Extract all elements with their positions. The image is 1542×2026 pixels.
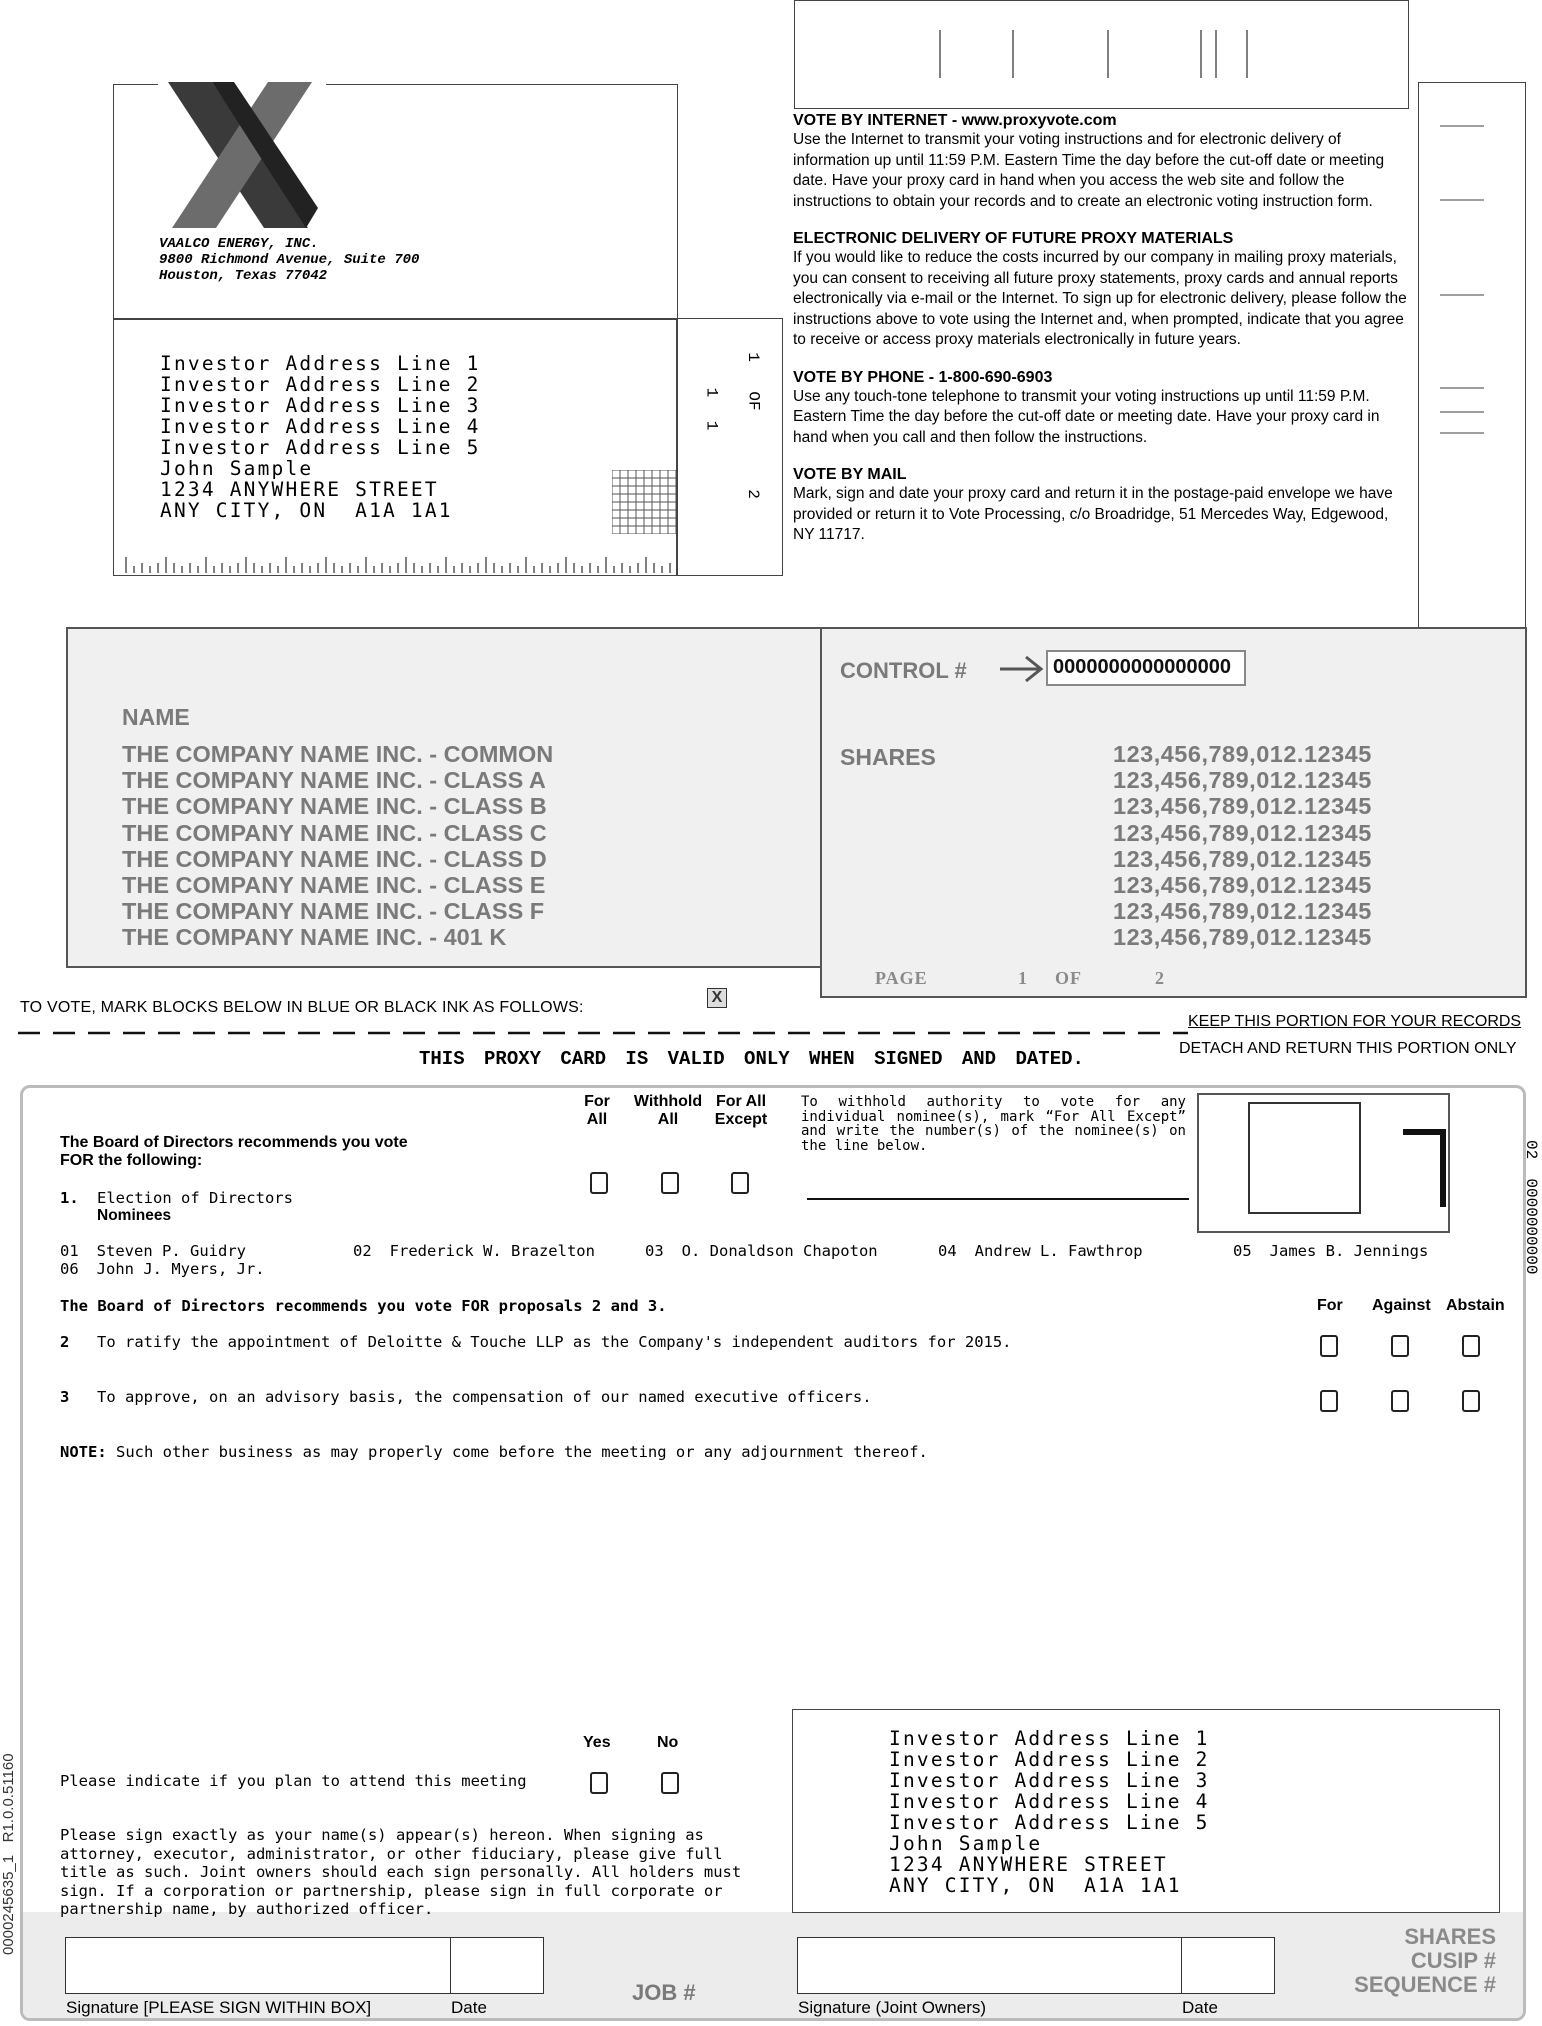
detach-line (18, 1030, 1188, 1036)
company-class: THE COMPANY NAME INC. - CLASS E (122, 872, 546, 899)
nominee-number: 02 (353, 1242, 372, 1260)
col-withhold-all: Withhold All (633, 1093, 703, 1128)
marking-instruction: TO VOTE, MARK BLOCKS BELOW IN BLUE OR BLACK INK AS FOLLOWS: (20, 999, 584, 1016)
proposal-for-checkbox[interactable] (1320, 1390, 1338, 1412)
investor-address-top (160, 353, 481, 521)
attend-no-checkbox[interactable] (661, 1772, 679, 1794)
share-amount: 123,456,789,012.12345 (1113, 819, 1372, 846)
proposal-text: To ratify the appointment of Deloitte & Touche LLP as the Company's independent auditors for 2015. (97, 1333, 1012, 1351)
company-class: THE COMPANY NAME INC. - CLASS D (122, 845, 547, 872)
nominee (1233, 1242, 1428, 1260)
sample-mark: X (707, 988, 727, 1008)
nominee-name: Andrew L. Fawthrop (974, 1242, 1143, 1260)
item-1: 1. Election of Directors Nominees (60, 1189, 293, 1224)
proposal-text: To approve, on an advisory basis, the compensation of our named executive officers. (97, 1388, 872, 1406)
address-bottom-line: ANY CITY, ON A1A 1A1 (889, 1874, 1182, 1897)
withhold-all-checkbox[interactable] (661, 1172, 679, 1194)
share-amount: 123,456,789,012.12345 (1113, 872, 1372, 899)
address-bottom-line: Investor Address Line 1 (889, 1727, 1210, 1750)
footer-cusip: CUSIP # (1410, 1948, 1496, 1973)
share-amount: 123,456,789,012.12345 (1113, 741, 1372, 767)
nominee-number: 06 (60, 1260, 79, 1278)
instruction-body: If you would like to reduce the costs incurred by our company in mailing proxy materials, you can consent to receiving all future proxy statements, proxy cards and annual reports electronically via e-mail or the Internet. To sign up for electronic delivery, please follow the instructions above to vote using the Internet and, when prompted, indicate that you agree to receive or access proxy materials electronically in future years. (793, 249, 1407, 348)
shares-label: SHARES (840, 744, 936, 770)
instruction-title: VOTE BY INTERNET - www.proxyvote.com (793, 112, 1117, 129)
nominee-number: 03 (645, 1242, 664, 1260)
withhold-line[interactable] (807, 1198, 1189, 1200)
share-amount: 123,456,789,012.12345 (1113, 845, 1372, 872)
joint-signature-label: Signature (Joint Owners) (798, 1998, 987, 2017)
right-strip-ticks (1436, 100, 1486, 450)
company-list (122, 741, 553, 951)
nominee (353, 1242, 595, 1260)
footer-shares: SHARES (1404, 1924, 1496, 1949)
address-bottom-line: Investor Address Line 2 (889, 1748, 1210, 1771)
note: NOTE: Such other business as may properly come before the meeting or any adjournment thereof. (60, 1443, 928, 1461)
nominee (60, 1260, 265, 1278)
nominee (645, 1242, 878, 1260)
recommend-1: The Board of Directors recommends you vote FOR the following: (60, 1134, 408, 1169)
withhold-note: To withhold authority to vote for any individual nominee(s), mark “For All Except” and write the number(s) of the nominee(s) on the line below. (801, 1094, 1186, 1154)
proposal-abstain-checkbox[interactable] (1462, 1390, 1480, 1412)
col-against: Against (1372, 1297, 1431, 1314)
scan-square (1248, 1102, 1361, 1214)
proposal-against-checkbox[interactable] (1391, 1390, 1409, 1412)
nominee-name: James B. Jennings (1269, 1242, 1429, 1260)
control-label: CONTROL # (840, 658, 967, 683)
proposal-number: 2 (60, 1333, 70, 1351)
shares-list (1113, 741, 1372, 951)
company-name: VAALCO ENERGY, INC. (159, 236, 319, 252)
side-code: 02 0000000000 (1522, 1140, 1540, 1275)
col-for-all-except: For All Except (714, 1093, 768, 1128)
instruction-title: VOTE BY MAIL (793, 466, 907, 483)
nominee-name: Frederick W. Brazelton (389, 1242, 595, 1260)
address-top-line: 1234 ANYWHERE STREET (160, 478, 439, 501)
instruction-body: Use any touch-tone telephone to transmit your voting instructions up until 11:59 P.M. Eastern Time the day before the cut-off date or meeting date. Have your proxy card in hand when you call and then follow the instructions. (793, 387, 1380, 446)
nominee-name: John J. Myers, Jr. (96, 1260, 265, 1278)
address-top-line: Investor Address Line 2 (160, 373, 481, 396)
page-marker-of: OF (744, 391, 763, 411)
share-amount: 123,456,789,012.12345 (1113, 793, 1372, 820)
address-bottom-line: 1234 ANYWHERE STREET (889, 1853, 1168, 1876)
control-number: 0000000000000000 (1053, 656, 1231, 678)
holdings-page (875, 968, 1165, 989)
company-address (159, 236, 419, 284)
signature-box[interactable] (65, 1937, 451, 1994)
recommend-2: The Board of Directors recommends you vote FOR proposals 2 and 3. (60, 1297, 667, 1315)
attend-yes-checkbox[interactable] (590, 1772, 608, 1794)
page-of: OF (1055, 968, 1082, 988)
company-street: 9800 Richmond Avenue, Suite 700 (159, 252, 420, 268)
address-bottom-line: Investor Address Line 5 (889, 1811, 1210, 1834)
address-top-line: Investor Address Line 5 (160, 436, 481, 459)
proposal-number: 3 (60, 1388, 70, 1406)
col-for: For (1317, 1297, 1343, 1314)
page-marker-total: 2 (743, 489, 762, 499)
instruction-title: VOTE BY PHONE - 1-800-690-6903 (793, 368, 1053, 386)
ruler-ticks (122, 553, 674, 573)
for-all-except-checkbox[interactable] (731, 1172, 749, 1194)
yes-label: Yes (583, 1734, 611, 1751)
nominee-name: O. Donaldson Chapoton (681, 1242, 878, 1260)
address-top-line: Investor Address Line 4 (160, 415, 481, 438)
footer-sequence: SEQUENCE # (1354, 1972, 1496, 1997)
col-abstain: Abstain (1446, 1297, 1505, 1314)
for-all-checkbox[interactable] (590, 1172, 608, 1194)
name-label: NAME (122, 704, 190, 730)
company-class: THE COMPANY NAME INC. - CLASS B (122, 793, 547, 820)
address-top-line: Investor Address Line 3 (160, 394, 481, 417)
nominee-number: 05 (1233, 1242, 1252, 1260)
no-label: No (657, 1734, 679, 1751)
detach-portion: DETACH AND RETURN THIS PORTION ONLY (1179, 1040, 1517, 1057)
joint-date-label: Date (1182, 1998, 1218, 2017)
page-label: PAGE (875, 968, 928, 988)
joint-signature-box[interactable] (797, 1937, 1182, 1994)
footer-codes (1300, 1925, 1496, 1997)
keep-portion: KEEP THIS PORTION FOR YOUR RECORDS (1188, 1013, 1522, 1030)
company-logo (158, 78, 326, 230)
proposal-abstain-checkbox[interactable] (1462, 1335, 1480, 1357)
nominee (60, 1242, 246, 1260)
page-num: 1 (1018, 968, 1028, 988)
corner-mark (1403, 1129, 1447, 1209)
date-box[interactable] (450, 1937, 544, 1994)
company-class: THE COMPANY NAME INC. - 401 K (122, 924, 507, 951)
address-top-line: John Sample (160, 457, 314, 480)
date-label: Date (451, 1998, 487, 2017)
nominee (938, 1242, 1143, 1260)
address-bottom-line: Investor Address Line 3 (889, 1769, 1210, 1792)
arrow-icon (998, 654, 1046, 684)
address-bottom-line: John Sample (889, 1832, 1043, 1855)
proposal-for-checkbox[interactable] (1320, 1335, 1338, 1357)
investor-address-bottom (889, 1728, 1210, 1896)
address-bottom-line: Investor Address Line 4 (889, 1790, 1210, 1813)
nominee-number: 01 (60, 1242, 79, 1260)
company-class: THE COMPANY NAME INC. - CLASS A (122, 767, 546, 794)
page-total: 2 (1155, 968, 1165, 988)
nominee-number: 04 (938, 1242, 957, 1260)
company-class: THE COMPANY NAME INC. - CLASS F (122, 898, 545, 925)
joint-date-box[interactable] (1181, 1937, 1275, 1994)
valid-notice: THIS PROXY CARD IS VALID ONLY WHEN SIGNED AND DATED. (419, 1048, 1084, 1070)
instruction-body: Mark, sign and date your proxy card and return it in the postage-paid envelope we have provided or return it to Vote Processing, c/o Broadridge, 51 Mercedes Way, Edgewood, NY 11717. (793, 485, 1393, 543)
instruction-title: ELECTRONIC DELIVERY OF FUTURE PROXY MATERIALS (793, 230, 1234, 247)
barcode-grid (612, 470, 676, 534)
nominee-name: Steven P. Guidry (96, 1242, 246, 1260)
attend-text: Please indicate if you plan to attend this meeting (60, 1772, 527, 1790)
signature-label: Signature [PLEASE SIGN WITHIN BOX] (66, 1998, 372, 2017)
share-amount: 123,456,789,012.12345 (1113, 924, 1372, 951)
page-marker-sub: 1 1 (702, 387, 721, 431)
company-class: THE COMPANY NAME INC. - COMMON (122, 741, 554, 767)
instruction-body: Use the Internet to transmit your voting instructions and for electronic delivery of information up until 11:59 P.M. Eastern Time the day before the cut-off date or meeting date. Have your proxy card in hand when you access the web site and follow the instructions to obtain your records and to create an electronic voting instruction form. (793, 131, 1385, 210)
left-code: 0000245635_1 R1.0.0.51160 (0, 1753, 17, 1955)
job-label: JOB # (632, 1980, 696, 2005)
company-class: THE COMPANY NAME INC. - CLASS C (122, 819, 547, 846)
sign-note: Please sign exactly as your name(s) appear(s) hereon. When signing as attorney, executor, administrator, or other fiduciary, please give full title as such. Joint owners should each sign personally. All holders must sign. If a corporation or partnership, please sign in full corporate or partnership name, by authorized officer. (60, 1826, 742, 1918)
share-amount: 123,456,789,012.12345 (1113, 767, 1372, 794)
page-marker-num: 1 (743, 352, 762, 362)
proposal-against-checkbox[interactable] (1391, 1335, 1409, 1357)
share-amount: 123,456,789,012.12345 (1113, 898, 1372, 925)
address-top-line: ANY CITY, ON A1A 1A1 (160, 499, 453, 522)
col-for-all: For All (584, 1093, 610, 1128)
top-barcode-lines (930, 30, 1260, 80)
address-top-line: Investor Address Line 1 (160, 352, 481, 375)
company-city: Houston, Texas 77042 (159, 268, 328, 284)
voting-instructions (793, 112, 1413, 564)
